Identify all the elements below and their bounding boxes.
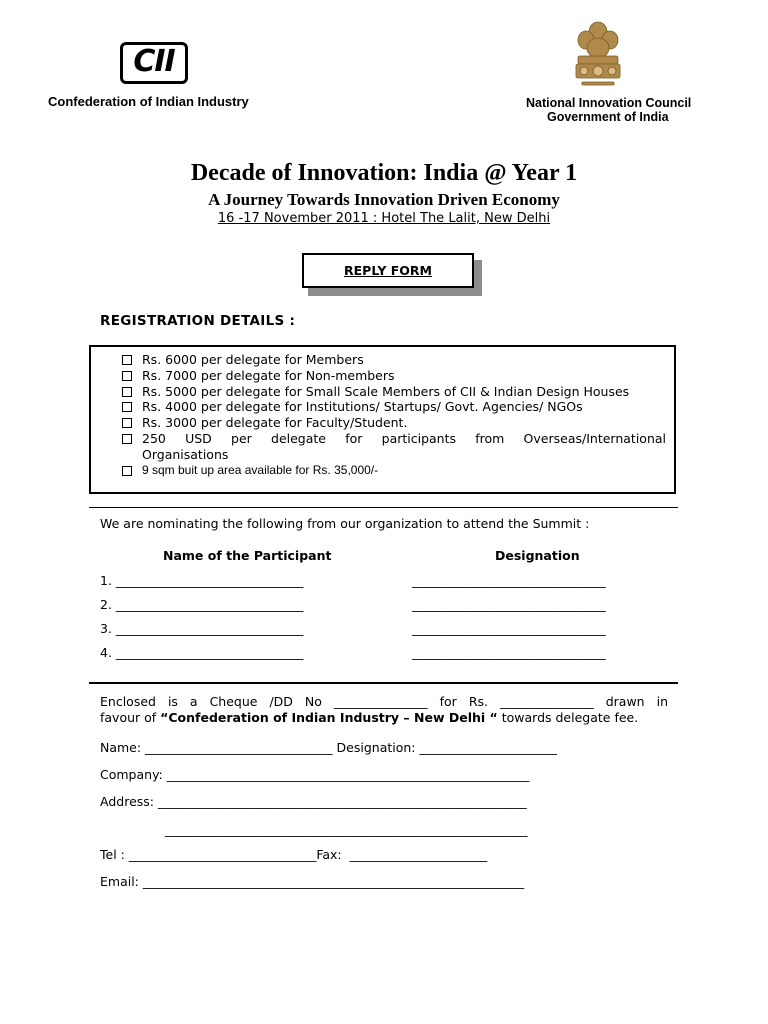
participant-designation-field[interactable]: _______________________________ [412,645,606,660]
address-field-line-2[interactable]: __________________________________________________________ [165,822,528,837]
registration-option-label: Rs. 3000 per delegate for Faculty/Student. [142,415,408,431]
email-field[interactable]: Email: _____________________________________________________________ [100,874,525,889]
participant-name-field[interactable]: 1. ______________________________ [100,573,304,588]
checkbox-icon[interactable] [122,355,132,365]
checkbox-icon[interactable] [122,387,132,397]
address-field[interactable]: Address: ___________________________________________________________ [100,794,527,809]
divider [89,507,678,508]
reply-form-badge [302,253,474,288]
registration-option-label: Organisations [142,446,229,462]
registration-option[interactable] [122,368,666,384]
participant-name-field[interactable]: 4. ______________________________ [100,645,304,660]
participant-name-header: Name of the Participant [163,548,332,563]
checkbox-icon[interactable] [122,418,132,428]
participant-name-field[interactable]: 3. ______________________________ [100,621,304,636]
registration-option[interactable] [122,352,666,368]
page-subtitle: A Journey Towards Innovation Driven Economy [208,190,560,209]
registration-option-label: 250 USD per delegate for participants from Overseas/International [142,430,666,446]
participant-designation-field[interactable]: _______________________________ [412,621,606,636]
nomination-intro: We are nominating the following from our organization to attend the Summit : [100,516,590,531]
payment-favour-prefix: favour of [100,710,161,725]
registration-option[interactable] [122,384,666,400]
name-designation-field[interactable]: Name: ______________________________ Designation: ______________________ [100,740,557,755]
registration-option[interactable] [122,431,666,447]
checkbox-icon[interactable] [122,371,132,381]
registration-options [122,352,666,478]
reply-form-label: REPLY FORM [344,263,432,278]
registration-option[interactable] [122,415,666,431]
participant-designation-field[interactable]: _______________________________ [412,573,606,588]
national-emblem-icon [568,20,628,94]
cii-name: Confederation of Indian Industry [48,94,249,109]
registration-option[interactable] [122,399,666,415]
registration-heading: REGISTRATION DETAILS : [100,313,296,329]
checkbox-icon[interactable] [122,466,132,476]
checkbox-icon[interactable] [122,402,132,412]
event-dateline-text: 16 -17 November 2011 : Hotel The Lalit, New Delhi [217,211,551,226]
page-title: Decade of Innovation: India @ Year 1 [190,160,578,186]
registration-option-label: Rs. 4000 per delegate for Institutions/ Startups/ Govt. Agencies/ NGOs [142,399,583,415]
nic-government: Government of India [547,110,669,124]
cii-logo-text: CII [133,44,175,79]
payment-cheque-text[interactable]: Enclosed is a Cheque /DD No _______________ for Rs. _______________ drawn in [100,694,668,709]
payment-line-2 [100,710,668,726]
event-dateline [0,211,768,226]
registration-option-label: Rs. 7000 per delegate for Non-members [142,367,395,383]
participant-name-field[interactable]: 2. ______________________________ [100,597,304,612]
designation-header: Designation [495,548,580,563]
payment-line-1 [100,694,668,710]
nic-name: National Innovation Council [526,96,692,110]
divider [89,682,678,684]
registration-option-continuation [122,447,666,463]
checkbox-icon[interactable] [122,434,132,444]
payment-favour-suffix: towards delegate fee. [497,710,639,725]
registration-option-label: 9 sqm buit up area available for Rs. 35,000/- [142,462,379,477]
company-field[interactable]: Company: __________________________________________________________ [100,767,530,782]
registration-option-label: Rs. 5000 per delegate for Small Scale Members of CII & Indian Design Houses [142,383,630,399]
registration-option[interactable] [122,463,666,479]
payment-payee: “Confederation of Indian Industry – New Delhi “ [160,710,498,725]
tel-fax-field[interactable]: Tel : ______________________________Fax: ______________________ [100,847,488,862]
participant-designation-field[interactable]: _______________________________ [412,597,606,612]
registration-option-label: Rs. 6000 per delegate for Members [142,352,364,367]
